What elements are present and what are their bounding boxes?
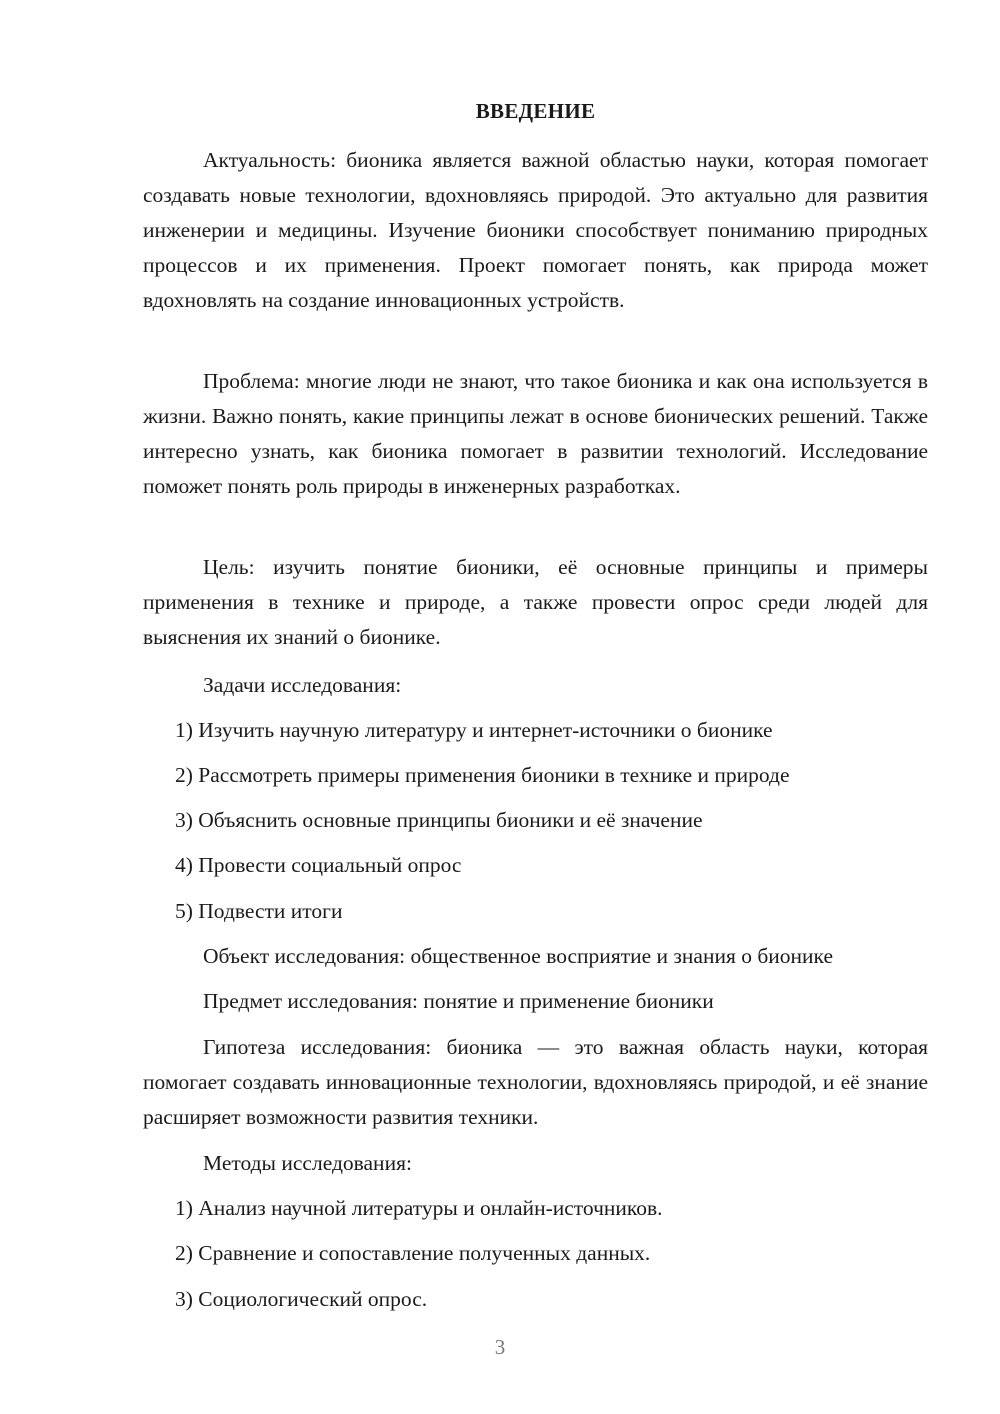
page-title: ВВЕДЕНИЕ [475, 99, 596, 123]
method-item: 3) Социологический опрос. [175, 1287, 428, 1311]
method-item: 1) Анализ научной литературы и онлайн-источников. [175, 1196, 663, 1220]
task-item: 3) Объяснить основные принципы бионики и её значение [175, 808, 703, 832]
research-object: Объект исследования: общественное восприятие и знания о бионике [203, 944, 834, 968]
hypothesis-paragraph: Гипотеза исследования: бионика — это важная область науки, которая помогает создавать инновационные технологии, вдохновляясь природой, и её знание расширяет возможности развития техники. [143, 1035, 928, 1129]
methods-heading: Методы исследования: [203, 1151, 412, 1175]
task-item: 1) Изучить научную литературу и интернет-источники о бионике [175, 718, 773, 742]
task-item: 2) Рассмотреть примеры применения бионики в технике и природе [175, 763, 790, 787]
task-item: 4) Провести социальный опрос [175, 853, 462, 877]
tasks-heading: Задачи исследования: [203, 673, 402, 697]
research-subject: Предмет исследования: понятие и применение бионики [203, 989, 714, 1013]
problem-paragraph: Проблема: многие люди не знают, что такое бионика и как она используется в жизни. Важно понять, какие принципы лежат в основе бионических решений. Также интересно узнать, как бионика помогает в развитии технологий. Исследование поможет понять роль природы в инженерных разработках. [143, 369, 928, 498]
task-item: 5) Подвести итоги [175, 899, 343, 923]
goal-paragraph: Цель: изучить понятие бионики, её основные принципы и примеры применения в технике и природе, а также провести опрос среди людей для выяснения их знаний о бионике. [143, 555, 928, 649]
method-item: 2) Сравнение и сопоставление полученных данных. [175, 1241, 651, 1265]
page-number: 3 [494, 1335, 506, 1359]
relevance-paragraph: Актуальность: бионика является важной областью науки, которая помогает создавать новые технологии, вдохновляясь природой. Это актуально для развития инженерии и медицины. Изучение бионики способствует пониманию природных процессов и их применения. Проект помогает понять, как природа может вдохновлять на создание инновационных устройств. [143, 148, 928, 312]
